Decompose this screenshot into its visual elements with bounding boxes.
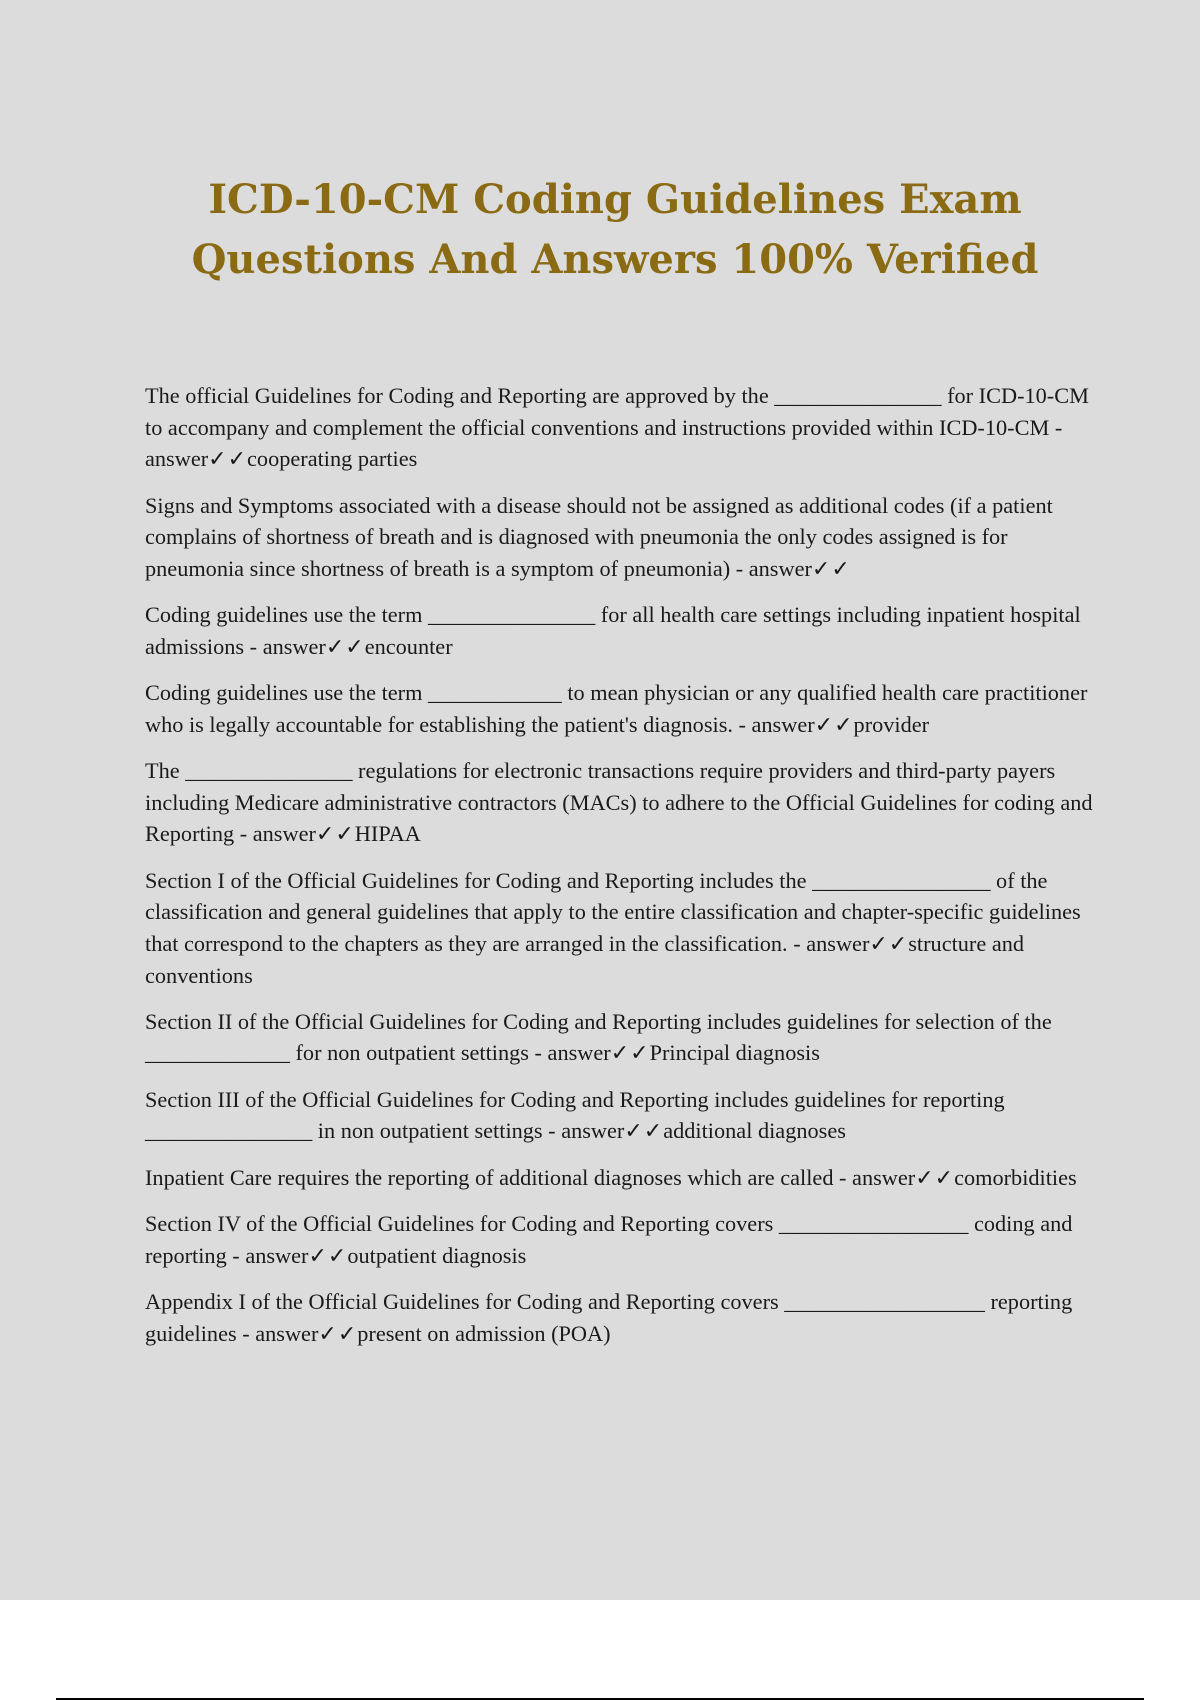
qa-item-4 (145, 677, 1095, 741)
qa-item-5 (145, 755, 1095, 851)
check-marks-icon: ✓✓ (610, 1041, 650, 1066)
question-text: Inpatient Care requires the reporting of additional diagnoses which are called - (145, 1164, 853, 1190)
answer-label: answer (255, 1320, 319, 1346)
qa-item-6 (145, 865, 1095, 992)
answer-label: answer (748, 555, 812, 581)
check-marks-icon: ✓✓ (869, 931, 909, 957)
document-title (120, 170, 1110, 290)
qa-item-1 (145, 380, 1095, 476)
answer-text: Principal diagnosis (649, 1040, 820, 1065)
qa-item-11 (145, 1286, 1095, 1350)
question-text: Appendix I of the Official Guidelines for Coding and Reporting covers __________________ reporting guidelines - (145, 1289, 1073, 1346)
check-marks-icon: ✓✓ (814, 712, 854, 738)
question-text: Coding guidelines use the term _______________ for all health care settings including inpatient hospital admissions - (145, 602, 1081, 659)
answer-label: answer (547, 1040, 611, 1065)
question-text: Section IV of the Official Guidelines for Coding and Reporting covers _________________ coding and reporting - (145, 1211, 1073, 1268)
answer-text: encounter (364, 633, 453, 659)
check-marks-icon: ✓✓ (315, 822, 355, 847)
check-marks-icon: ✓✓ (318, 1321, 358, 1347)
question-text: The _______________ regulations for electronic transactions require providers and third-party payers including Medicare administrative contractors (MACs) to adhere to the Official Guidelines for coding and Reporting - (145, 758, 1093, 846)
check-marks-icon: ✓✓ (325, 634, 365, 660)
answer-text: comorbidities (954, 1164, 1077, 1190)
title-line-1: ICD-10-CM Coding Guidelines Exam (208, 176, 1022, 223)
answer-label: answer (145, 446, 209, 471)
answer-label: answer (561, 1118, 625, 1143)
answer-text: present on admission (POA) (357, 1320, 611, 1346)
answer-label: answer (806, 930, 870, 956)
answer-text: cooperating parties (247, 446, 418, 471)
qa-item-2 (145, 490, 1095, 586)
qa-item-7 (145, 1006, 1095, 1070)
qa-list (145, 380, 1095, 1364)
question-text: Section II of the Official Guidelines for Coding and Reporting includes guidelines for selection of the _____________ for non outpatient settings - (145, 1008, 1052, 1065)
question-text: Section III of the Official Guidelines for Coding and Reporting includes guidelines for reporting _______________ in non outpatient settings - (145, 1086, 1005, 1143)
question-text: Coding guidelines use the term ____________ to mean physician or any qualified health care practitioner who is legally accountable for establishing the patient's diagnosis. - (145, 680, 1088, 737)
qa-item-8 (145, 1084, 1095, 1148)
question-text: Section I of the Official Guidelines for Coding and Reporting includes the ________________ of the classification and general guidelines that apply to the entire classification and chapter-specific guidelines that correspond to the chapters as they are arranged in the classification. - (145, 867, 1081, 956)
qa-item-9 (145, 1162, 1095, 1195)
title-line-2: Questions And Answers 100% Verified (191, 236, 1039, 283)
answer-label: answer (252, 821, 316, 846)
answer-text: provider (853, 711, 930, 737)
answer-label: answer (262, 633, 326, 659)
check-marks-icon: ✓✓ (624, 1119, 664, 1144)
answer-text: structure and conventions (145, 930, 1025, 988)
check-marks-icon: ✓✓ (308, 1243, 348, 1269)
question-text: Signs and Symptoms associated with a disease should not be assigned as additional codes (if a patient complains of shortness of breath and is diagnosed with pneumonia the only codes assigned is for pneumonia since shortness of breath is a symptom of pneumonia) - (145, 492, 1053, 581)
answer-text: HIPAA (354, 821, 421, 846)
answer-label: answer (245, 1242, 309, 1268)
answer-text: additional diagnoses (663, 1118, 846, 1143)
answer-label: answer (852, 1164, 916, 1190)
qa-item-3 (145, 599, 1095, 663)
check-marks-icon: ✓✓ (915, 1165, 955, 1191)
answer-text: outpatient diagnosis (347, 1242, 527, 1268)
question-text: The official Guidelines for Coding and Reporting are approved by the _______________ for ICD-10-CM to accompany and complement the official conventions and instructions provided within ICD-10-CM - (145, 383, 1089, 440)
qa-item-10 (145, 1208, 1095, 1272)
answer-label: answer (751, 711, 815, 737)
check-marks-icon: ✓✓ (811, 556, 851, 582)
check-marks-icon: ✓✓ (208, 447, 248, 472)
